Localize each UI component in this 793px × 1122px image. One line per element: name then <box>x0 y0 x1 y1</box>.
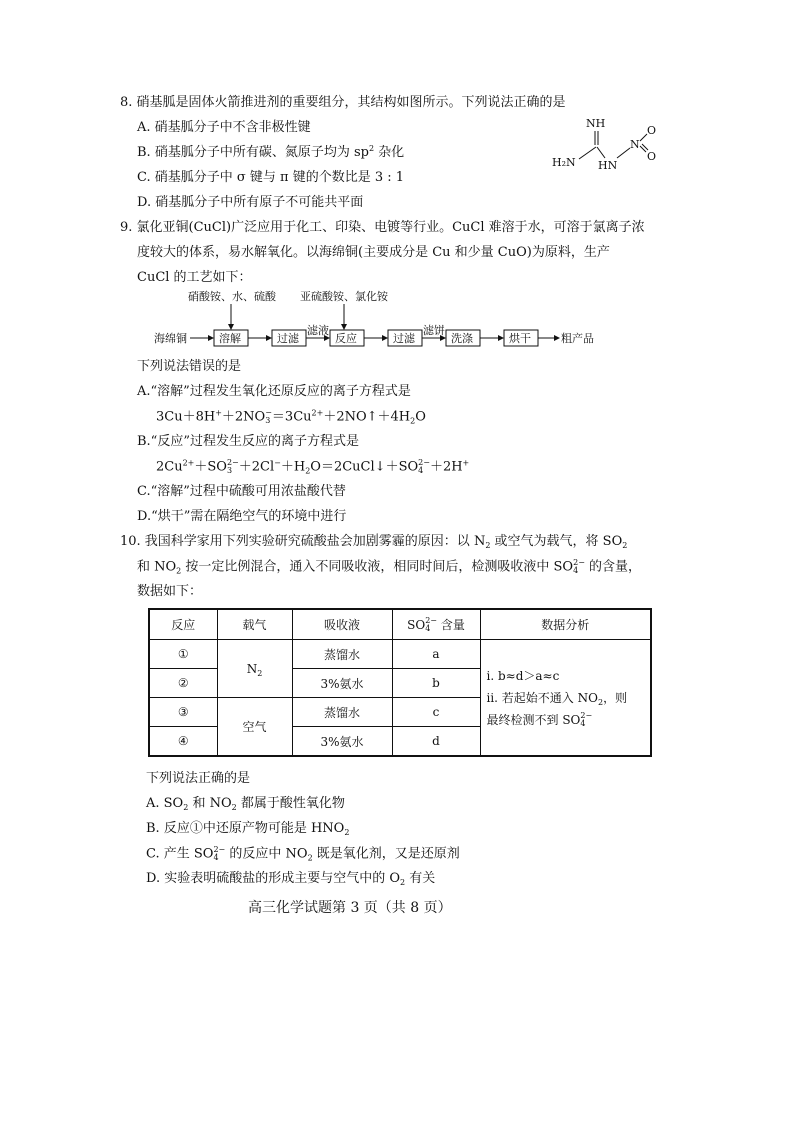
cell-content: b <box>392 669 480 698</box>
cell-content: a <box>392 640 480 669</box>
header-absorbent: 吸收液 <box>292 609 392 640</box>
q9-option-d: D.“烘干”需在隔绝空气的环境中进行 <box>137 509 347 524</box>
cell-reaction: ① <box>149 640 217 669</box>
flow-step-2-label: 过滤 <box>277 332 299 345</box>
cell-carrier-air: 空气 <box>217 698 292 757</box>
table-header-row <box>149 609 651 640</box>
q10-option-a: A. $SO_2$ 和 $NO_2$ 都属于酸性氧化物 <box>146 796 345 812</box>
q9-option-b: B.“反应”过程发生反应的离子方程式是 <box>137 434 359 449</box>
cell-absorbent: 3%氨水 <box>292 669 392 698</box>
q10-option-b: B. 反应①中还原产物可能是 $HNO_2$ <box>146 821 350 837</box>
cell-absorbent: 蒸馏水 <box>292 698 392 727</box>
q10-ask: 下列说法正确的是 <box>146 771 251 786</box>
q9-option-c: C.“溶解”过程中硫酸可用浓盐酸代替 <box>137 484 346 499</box>
flow-filter-cake: 滤饼 <box>423 324 445 337</box>
process-flowchart <box>150 288 620 348</box>
header-reaction: 反应 <box>149 609 217 640</box>
q8-stem: 8. 硝基胍是固体火箭推进剂的重要组分，其结构如图所示。下列说法正确的是 <box>120 95 566 110</box>
q10-stem-line2: 和 $NO_2$ 按一定比例混合，通入不同吸收液，相同时间后，检测吸收液中 SO 2− 4 的含量， <box>137 558 642 576</box>
mol-n-label: N <box>630 138 640 151</box>
header-content: SO 2− 4 含量 <box>392 609 480 640</box>
q9-ask: 下列说法错误的是 <box>137 359 242 374</box>
flow-step-3-label: 反应 <box>335 332 357 345</box>
cell-absorbent: 3%氨水 <box>292 727 392 757</box>
q8-option-a: A. 硝基胍分子中不含非极性键 <box>137 120 311 135</box>
q10-stem-line3: 数据如下： <box>137 584 203 599</box>
mol-hn-label: HN <box>598 159 618 172</box>
q10-option-c: C. 产生 SO 2− 4 的反应中 $NO_2$ 既是氧化剂，又是还原剂 <box>146 845 460 863</box>
cell-content: c <box>392 698 480 727</box>
q9-stem-line2: 度较大的体系，易水解氧化。以海绵铜(主要成分是 Cu 和少量 CuO)为原料，生产 <box>137 245 610 260</box>
q9-option-a: A.“溶解”过程发生氧化还原反应的离子方程式是 <box>137 384 411 399</box>
flow-end: 粗产品 <box>561 332 594 345</box>
flow-start: 海绵铜 <box>154 332 187 345</box>
mol-h2n-label: H₂N <box>552 156 576 169</box>
mol-nh-label: NH <box>586 117 606 130</box>
analysis-line-3: 最终检测不到 SO 2− 4 <box>486 711 593 728</box>
mol-o1-label: O <box>647 124 657 137</box>
analysis-line-2: ⅱ. 若起始不通入 $NO_2$，则 <box>486 690 628 707</box>
q8-option-c: C. 硝基胍分子中 σ 键与 π 键的个数比是 3 : 1 <box>137 170 405 185</box>
cell-reaction: ③ <box>149 698 217 727</box>
nitroguanidine-structure <box>548 116 668 176</box>
q8-option-d: D. 硝基胍分子中所有原子不可能共平面 <box>137 195 364 210</box>
page-footer: 高三化学试题第 3 页（共 8 页） <box>248 900 452 916</box>
header-analysis: 数据分析 <box>480 609 651 640</box>
flow-step-1-label: 溶解 <box>219 332 241 345</box>
cell-absorbent: 蒸馏水 <box>292 640 392 669</box>
cell-reaction: ④ <box>149 727 217 757</box>
q10-option-d: D. 实验表明硫酸盐的形成主要与空气中的 $O_2$ 有关 <box>146 871 436 887</box>
cell-reaction: ② <box>149 669 217 698</box>
flow-step-5-label: 洗涤 <box>451 332 473 345</box>
flow-reagent-1: 硝酸铵、水、硫酸 <box>188 290 276 303</box>
flow-filtrate: 滤液 <box>307 324 329 337</box>
cell-analysis <box>480 640 651 757</box>
flow-step-6-label: 烘干 <box>509 332 531 345</box>
flow-reagent-2: 亚硫酸铵、氯化铵 <box>300 290 388 303</box>
q9-option-b-equation: $2Cu^{2+}+SO$ 2− 3 $+2Cl^-+H_2O=2CuCl↓+SO$ 2− 4 ＋2H+ <box>156 458 470 476</box>
cell-content: d <box>392 727 480 757</box>
q9-option-a-equation: 3Cu＋8H+＋2NO − 3 $=3Cu^{2+}+2NO↑+4H_2O$ <box>156 408 426 426</box>
table-row <box>149 640 651 669</box>
q10-stem-line1: 10. 我国科学家用下列实验研究硫酸盐会加剧雾霾的原因：以 $N_2$ 或空气为载气，将 $SO_2$ <box>120 534 628 550</box>
q9-stem-line1: 9. 氯化亚铜(CuCl)广泛应用于化工、印染、电镀等行业。CuCl 难溶于水，可溶于氯离子浓 <box>120 220 645 235</box>
mol-o2-label: O <box>647 150 657 163</box>
q8-option-b: B. 硝基胍分子中所有碳、氮原子均为 $sp^2$ 杂化 <box>137 144 405 160</box>
q9-stem-line3: CuCl 的工艺如下： <box>137 270 252 285</box>
header-carrier: 载气 <box>217 609 292 640</box>
cell-carrier-n2: $N_2$ <box>217 640 292 698</box>
flow-step-4-label: 过滤 <box>393 332 415 345</box>
experiment-data-table <box>148 608 652 757</box>
analysis-line-1: ⅰ. b≈d＞a≈c <box>486 668 560 683</box>
